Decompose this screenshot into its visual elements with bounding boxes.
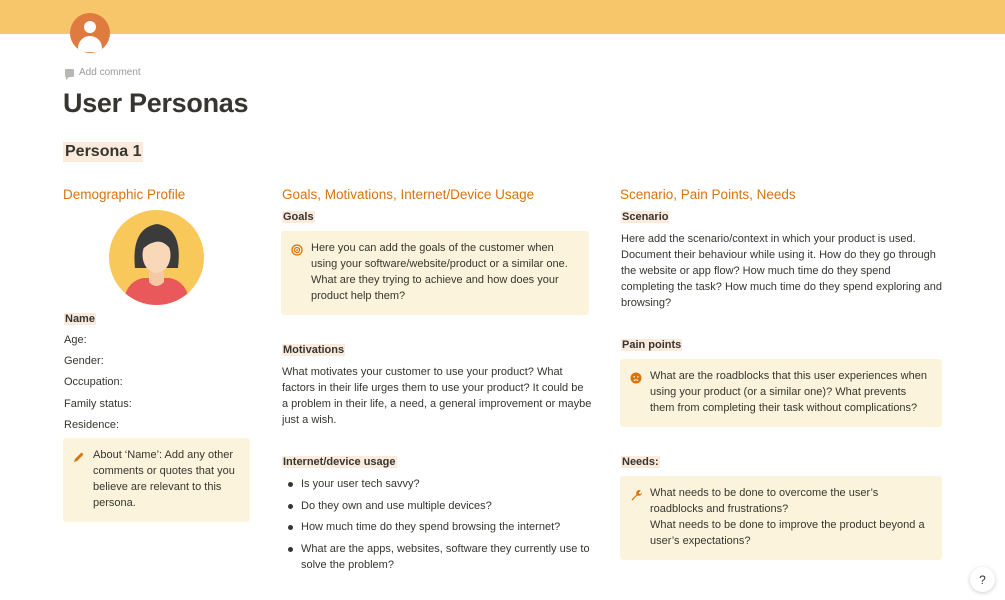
add-comment-button[interactable]	[65, 67, 141, 78]
pain-points-label: Pain points	[622, 339, 682, 351]
needs-label: Needs:	[622, 456, 659, 468]
scenario-text: Here add the scenario/context in which your product is used. Document their behaviour while using it. How do they go through the website or app flow? How much time do they spend completing the task? How much time do they spend exploring and browsing?	[621, 233, 943, 309]
page-title[interactable]: User Personas	[63, 88, 249, 118]
scenario-column-heading: Scenario, Pain Points, Needs	[620, 187, 796, 202]
age-field: Age:	[64, 334, 87, 346]
persona-heading: Persona 1	[65, 143, 142, 160]
list-item: What are the apps, websites, software they currently use to solve the problem?	[282, 541, 592, 573]
needs-callout-line-2: What needs to be done to improve the product beyond a user’s expectations?	[650, 519, 925, 547]
persona-avatar	[109, 210, 204, 305]
family-status-field: Family status:	[64, 398, 132, 410]
about-callout[interactable]	[63, 438, 250, 522]
internet-usage-label: Internet/device usage	[283, 456, 396, 468]
goals-column-heading: Goals, Motivations, Internet/Device Usage	[282, 187, 535, 202]
target-icon	[291, 244, 303, 256]
needs-callout[interactable]	[620, 476, 942, 560]
wrench-icon	[630, 489, 642, 501]
user-avatar-icon[interactable]	[70, 13, 110, 53]
gender-field: Gender:	[64, 355, 104, 367]
list-item: Do they own and use multiple devices?	[282, 498, 592, 514]
demographic-heading: Demographic Profile	[63, 187, 186, 202]
residence-field: Residence:	[64, 419, 120, 431]
internet-usage-list	[282, 476, 592, 578]
pain-points-callout[interactable]	[620, 359, 942, 427]
pencil-icon	[73, 451, 85, 463]
list-item: How much time do they spend browsing the internet?	[282, 519, 592, 535]
occupation-field: Occupation:	[64, 376, 123, 388]
needs-callout-line-1: What needs to be done to overcome the user’s roadblocks and frustrations?	[650, 487, 879, 515]
motivations-text: What motivates your customer to use your product? What factors in their life urges them to use your product? It could be a problem in their life, a need, a general improvement or maybe just a wish.	[282, 366, 592, 426]
list-item: Is your user tech savvy?	[282, 476, 592, 492]
cover-banner	[0, 0, 1005, 34]
frown-icon	[630, 372, 642, 384]
goals-label: Goals	[283, 211, 314, 223]
motivations-label: Motivations	[283, 344, 345, 356]
scenario-label: Scenario	[622, 211, 669, 223]
name-label: Name	[65, 313, 95, 325]
goals-callout-text: Here you can add the goals of the customer when using your software/website/product or a similar one. What are they trying to achieve and how does your product help them?	[311, 242, 568, 302]
needs-callout-text	[650, 485, 932, 549]
pain-points-callout-text: What are the roadblocks that this user experiences when using your product (or a similar one)? What prevents them from completing their task without complications?	[650, 370, 927, 414]
about-callout-text: About ‘Name’: Add any other comments or quotes that you believe are relevant to this persona.	[93, 449, 235, 509]
add-comment-label: Add comment	[79, 67, 141, 78]
comment-icon	[65, 69, 74, 77]
help-button[interactable]: ?	[970, 567, 995, 592]
goals-callout[interactable]	[281, 231, 589, 315]
